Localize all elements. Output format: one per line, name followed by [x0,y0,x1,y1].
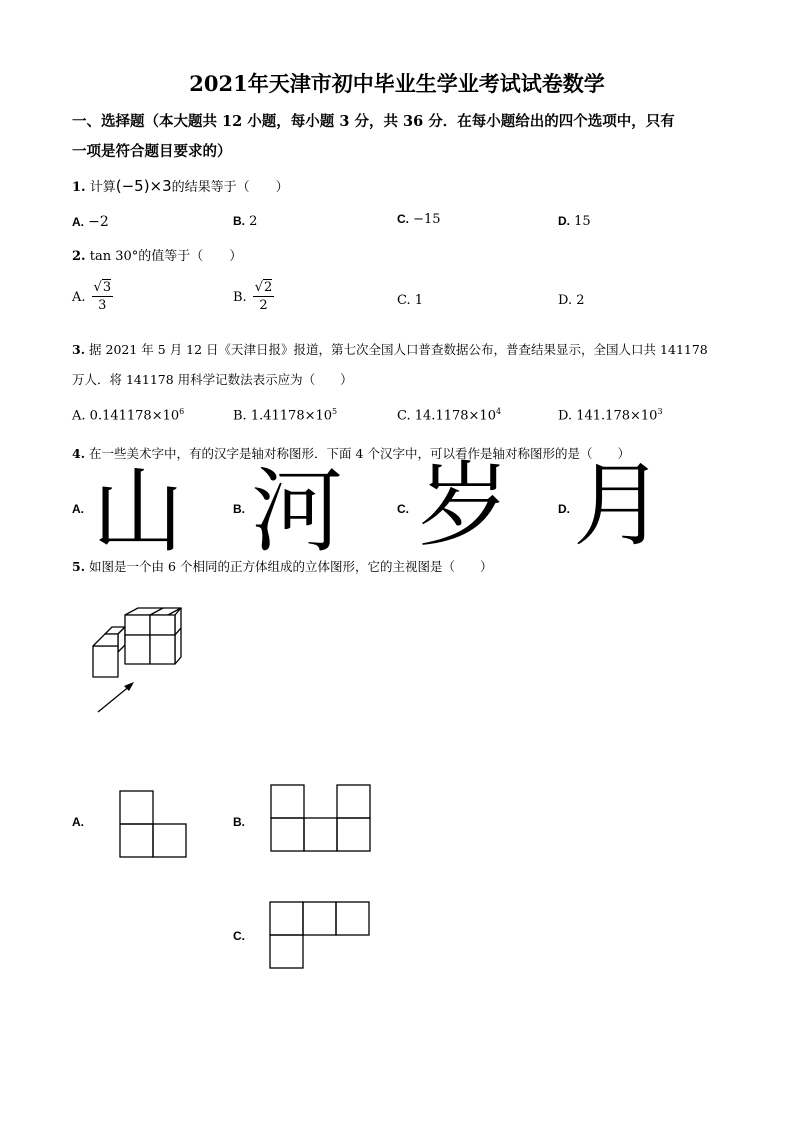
question-1 [72,176,289,195]
question-text-pre: 计算 [89,180,116,195]
q5-option-b-label[interactable]: B. [233,815,245,829]
q4-option-a-label[interactable]: A. [72,502,84,516]
math-expression: (−5)×3 [115,177,172,195]
question-5 [72,557,492,575]
question-3-line2: 万人．将 141178 用科学记数法表示应为（ ） [72,372,353,387]
question-text: 在一些美术字中，有的汉字是轴对称图形．下面 4 个汉字中，可以看作是轴对称图形的是（ ） [89,446,630,461]
q5-option-b-figure [269,783,373,855]
option-value: 141.178×10 [576,408,658,424]
question-number: 5. [72,559,86,574]
question-text: 据 2021 年 5 月 12 日《天津日报》报道，第七次全国人口普查数据公布，普查结果显示，全国人口共 141178 [89,342,708,357]
option-value: 15 [574,214,591,229]
q2-option-b[interactable]: B. $\frac{√2}{2}$ [233,280,273,314]
option-value: 1 [414,293,424,308]
option-value: 2 [576,293,585,308]
option-value: 1.41178×10 [250,408,333,424]
section-heading-line1: 一、选择题（本大题共 12 小题，每小题 3 分，共 36 分．在每小题给出的四个选项中，只有 [72,113,675,130]
q4-option-b-label[interactable]: B. [233,502,245,516]
question-number: 3. [72,342,86,357]
option-value: 0.141178×10 [89,408,180,424]
q1-option-b[interactable]: B. 2 [233,214,258,229]
q3-option-c[interactable]: C. $14.1178\times 10^4$ [397,407,502,424]
question-3-line1 [72,340,708,358]
page-title: 2021年天津市初中毕业生学业考试试卷数学 [189,71,605,96]
q4-option-a-char: 山 [92,458,185,565]
q4-option-b-char: 河 [251,458,344,565]
question-number: 1. [72,180,86,195]
view-arrow [98,685,131,712]
q2-option-a[interactable]: A. $\frac{√3}{3}$ [72,280,112,314]
q5-option-c-label[interactable]: C. [233,929,245,943]
exponent: 5 [332,407,338,416]
option-value: −2 [88,214,109,230]
q5-option-a-label[interactable]: A. [72,815,84,829]
section-heading-line2: 一项是符合题目要求的） [72,143,232,160]
q4-option-d-label[interactable]: D. [558,502,570,516]
q5-option-a-figure [118,788,188,860]
q1-option-a[interactable]: A. −2 [72,214,109,230]
fraction: $\frac{√3}{3}$ [93,280,112,314]
question-2 [72,245,242,264]
q4-option-d-char: 月 [573,452,666,559]
q2-option-c[interactable]: C. 1 [397,293,424,308]
q3-option-a[interactable]: A. $0.141178\times 10^6$ [72,407,185,424]
q4-option-c-char: 岁 [418,452,511,559]
question-text: tan 30°的值等于（ ） [89,249,243,264]
question-text: 如图是一个由 6 个相同的正方体组成的立体图形，它的主视图是（ ） [89,559,493,574]
option-value: 14.1178×10 [414,408,496,424]
q2-option-d[interactable]: D. 2 [558,293,585,308]
q3-option-b[interactable]: B. $1.41178\times 10^5$ [233,407,338,424]
q1-option-c[interactable]: C. −15 [397,212,441,227]
question-number: 2. [72,249,86,264]
q1-option-d[interactable]: D. 15 [558,214,591,229]
option-value: 2 [249,214,258,229]
cube-figure [88,600,198,720]
q4-option-c-label[interactable]: C. [397,502,409,516]
q5-option-c-figure [268,900,372,972]
exponent: 4 [495,407,502,416]
q3-option-d[interactable]: D. $141.178\times 10^3$ [558,407,663,424]
fraction: $\frac{√2}{2}$ [254,280,273,314]
question-number: 4. [72,446,86,461]
exponent: 6 [179,407,185,416]
question-text-post: 的结果等于（ ） [171,180,289,195]
exponent: 3 [657,407,663,416]
option-value: −15 [413,212,441,227]
